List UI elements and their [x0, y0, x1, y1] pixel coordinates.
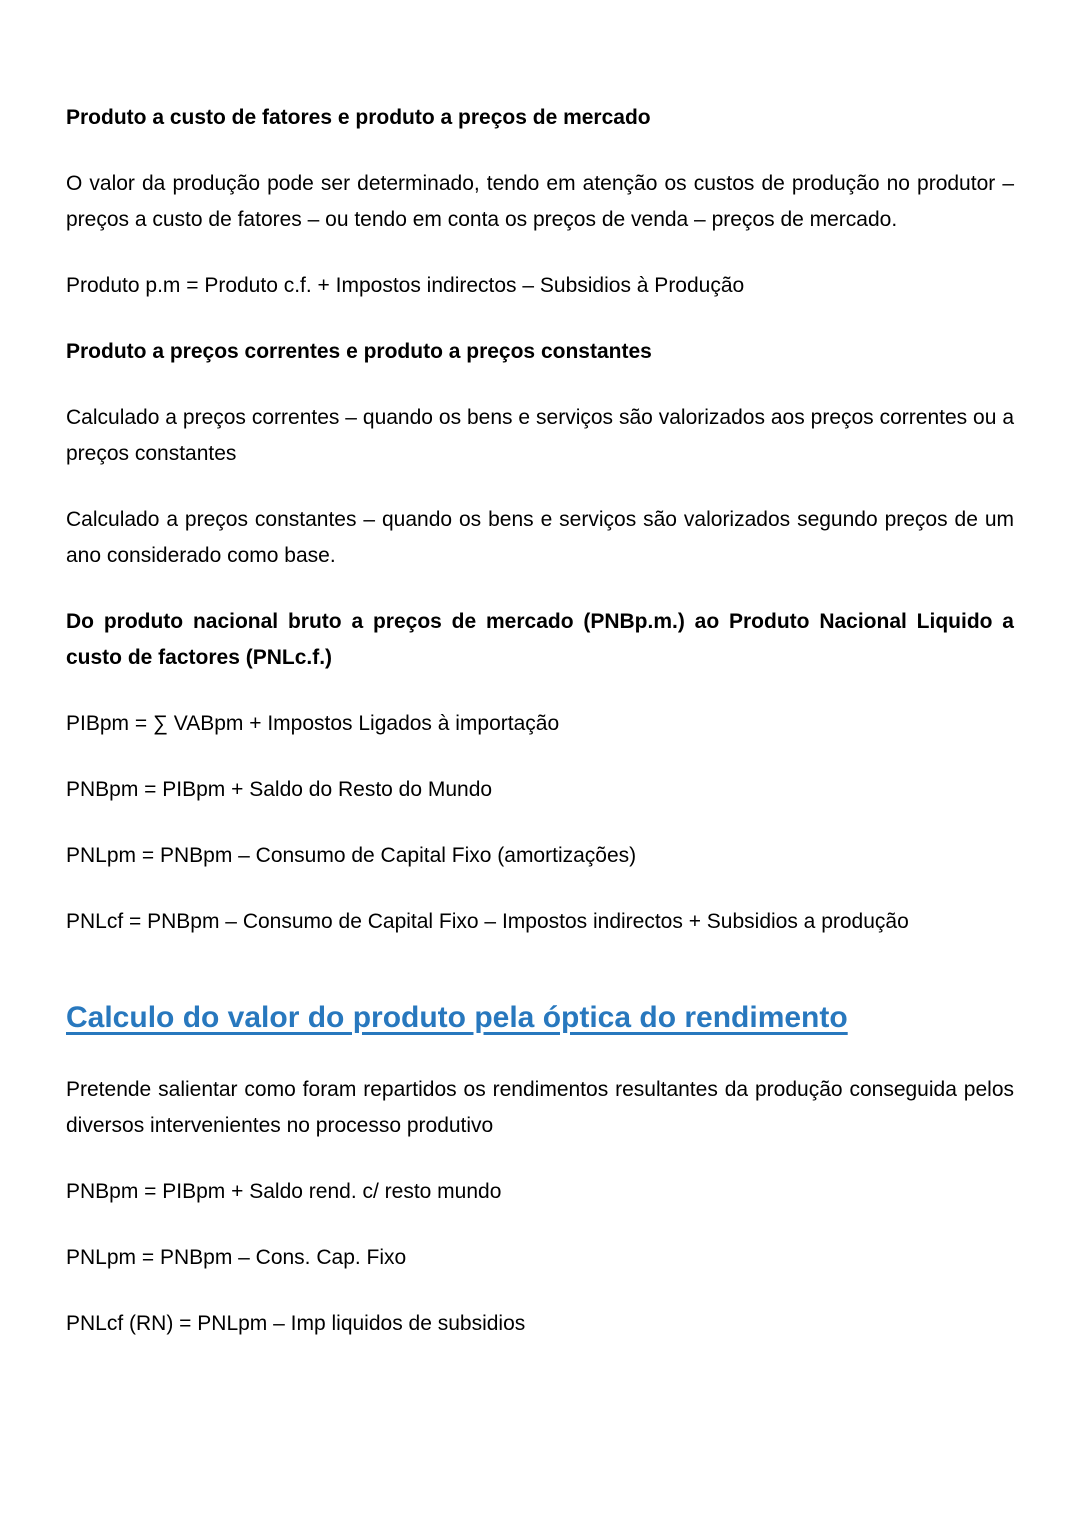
heading-pnb-para-pnl: Do produto nacional bruto a preços de mercado (PNBp.m.) ao Produto Nacional Liquido a custo de factores (PNLc.f.) — [66, 610, 1014, 669]
paragraph-valor-producao: O valor da produção pode ser determinado, tendo em atenção os custos de produção no produtor – preços a custo de fatores – ou tendo em conta os preços de venda – preços de mercado. — [66, 172, 1014, 231]
title-calculo-optica-rendimento: Calculo do valor do produto pela óptica do rendimento — [66, 1001, 848, 1034]
heading-precos-correntes-constantes: Produto a preços correntes e produto a preços constantes — [66, 340, 652, 363]
paragraph-calculado-precos-constantes: Calculado a preços constantes – quando os bens e serviços são valorizados segundo preços de um ano considerado como base. — [66, 508, 1014, 567]
formula-pibpm: PIBpm = ∑ VABpm + Impostos Ligados à importação — [66, 712, 560, 735]
formula-pnlpm: PNLpm = PNBpm – Consumo de Capital Fixo (amortizações) — [66, 844, 637, 867]
formula-pnlcf: PNLcf = PNBpm – Consumo de Capital Fixo – Impostos indirectos + Subsidios a produção — [66, 910, 909, 933]
formula-produto-pm: Produto p.m = Produto c.f. + Impostos indirectos – Subsidios à Produção — [66, 274, 745, 297]
paragraph-pretende-salientar: Pretende salientar como foram repartidos os rendimentos resultantes da produção conseguida pelos diversos intervenientes no processo produtivo — [66, 1078, 1014, 1137]
paragraph-calculado-precos-correntes: Calculado a preços correntes – quando os bens e serviços são valorizados aos preços correntes ou a preços constantes — [66, 406, 1014, 465]
formula-rendimento-pnlcf: PNLcf (RN) = PNLpm – Imp liquidos de subsidios — [66, 1312, 526, 1335]
formula-rendimento-pnbpm: PNBpm = PIBpm + Saldo rend. c/ resto mundo — [66, 1180, 502, 1203]
heading-produto-custo-fatores: Produto a custo de fatores e produto a preços de mercado — [66, 106, 651, 129]
formula-pnbpm: PNBpm = PIBpm + Saldo do Resto do Mundo — [66, 778, 493, 801]
formula-rendimento-pnlpm: PNLpm = PNBpm – Cons. Cap. Fixo — [66, 1246, 407, 1269]
